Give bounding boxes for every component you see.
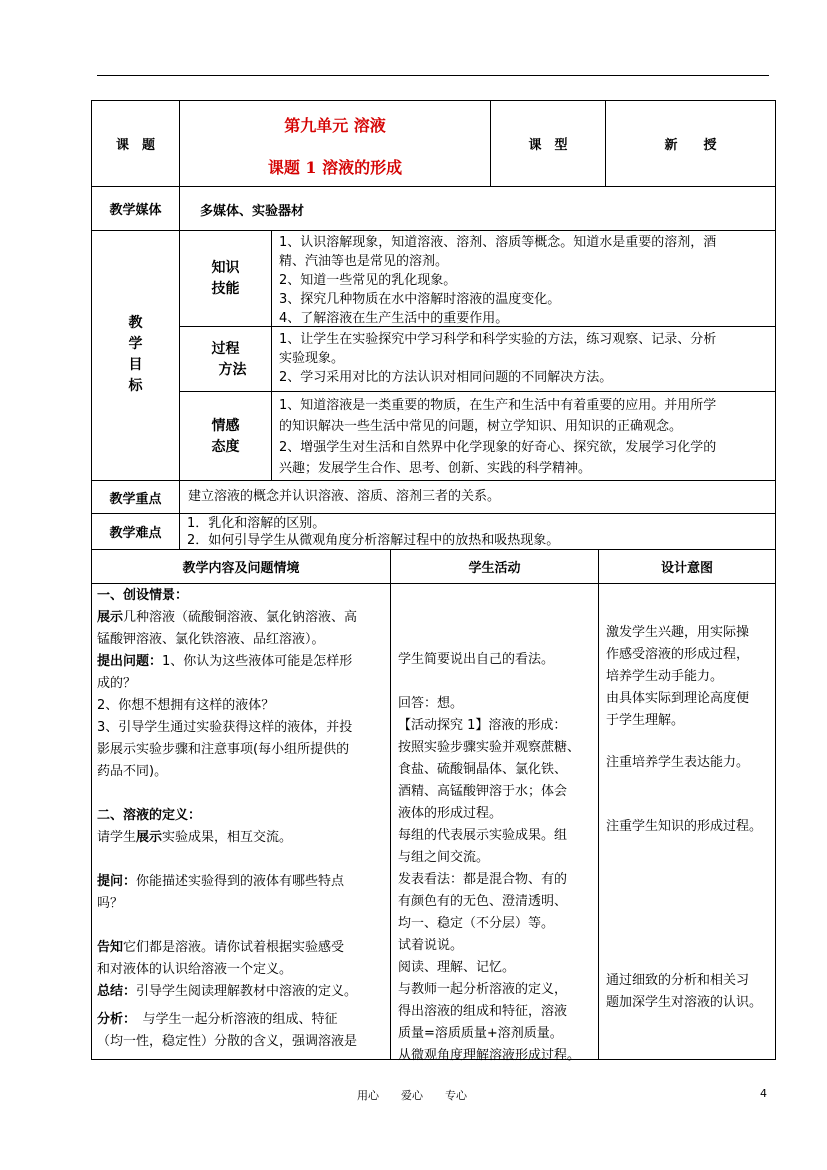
knowledge-line: 1、认识溶解现象，知道溶液、溶剂、溶质等概念。知道水是重要的溶剂，酒 (279, 235, 717, 250)
process-line: 1、让学生在实验探究中学习科学和科学实验的方法，练习观察、记录、分析 (279, 332, 717, 347)
process-label-cell (179, 326, 272, 392)
knowledge-line: 2、知道一些常见的乳化现象。 (279, 273, 457, 288)
objectives-label-cell (91, 230, 180, 481)
media-value: 多媒体、实验器材 (200, 204, 305, 219)
course-label: 课 题 (115, 138, 155, 153)
emotion-line: 1、知道溶液是一类重要的物质，在生产和生活中有着重要的应用。并用所学 (279, 398, 717, 413)
knowledge-line: 3、探究几种物质在水中溶解时溶液的温度变化。 (279, 292, 561, 307)
col-header-content: 教学内容及问题情境 (91, 549, 391, 584)
difficulty-line: 1．乳化和溶解的区别。 (187, 516, 326, 531)
emotion-line: 2、增强学生对生活和自然界中化学现象的好奇心、探究欲，发展学习化学的 (279, 440, 717, 455)
type-value: 新 授 (664, 138, 717, 153)
footer-motto: 用心 爱心 专心 (357, 1089, 467, 1102)
emotion-line: 的知识解决一些生活中常见的问题，树立学知识、用知识的正确观念。 (279, 419, 683, 434)
process-label-2: 方法 (204, 362, 247, 378)
course-label-cell (91, 100, 180, 187)
unit-title: 第九单元 溶液 (284, 116, 386, 135)
content-text: 一、创设情景： 展示几种溶液（硫酸铜溶液、氯化钠溶液、高 锰酸钾溶液、氯化铁溶液、品红溶液）。 提出问题：1、你认为这些液体可能是怎样形 成的？ 2、你想不想拥有这样的液体？ 3、引导学生通过实验获得这样的液体，并投 影展示实验步骤和注意事项(每小组所提供的 药品不同)。 二、溶液的定义： 请学生展示实验成果，相互交流。 提问：你能描述实验得到的液体有哪些特点 吗？ 告知它们都是溶液。请你试着根据实验感受 和对液体的认识给溶液一个定义。 总结：引导学生阅读理解教材中溶液的定义。 分析： 与学生一起分析溶液的组成、特征 （均一性，稳定性）分散的含义，强调溶液是 (97, 585, 389, 1053)
knowledge-label-cell (179, 230, 272, 327)
emotion-text-cell (271, 391, 776, 481)
knowledge-text-cell (271, 230, 776, 327)
intent-text: 激发学生兴趣，用实际操 作感受溶液的形成过程， 培养学生动手能力。 由具体实际到理论高度便 于学生理解。 注重培养学生表达能力。 注重学生知识的形成过程。 (606, 625, 763, 834)
objectives-label: 教 学 目 标 (128, 315, 143, 394)
lesson-title: 课题 1 溶液的形成 (267, 158, 403, 177)
key-point-value: 建立溶液的概念并认识溶液、溶质、溶剂三者的关系。 (188, 489, 501, 504)
difficulty-label: 教学难点 (109, 526, 162, 541)
difficulty-label-cell (91, 513, 180, 550)
emotion-label-cell (179, 391, 272, 481)
type-value-cell (605, 100, 776, 187)
lesson-title-cell (179, 100, 491, 187)
knowledge-label-2: 技能 (211, 281, 240, 297)
emotion-line: 兴趣；发展学生合作、思考、创新、实践的科学精神。 (279, 461, 592, 476)
section-heading: 一、创设情景： (97, 588, 189, 603)
process-text-cell (271, 326, 776, 392)
difficulty-cell (179, 513, 776, 550)
type-label-cell (490, 100, 606, 187)
process-line: 实验现象。 (279, 351, 345, 366)
key-point-label: 教学重点 (109, 491, 162, 507)
process-line: 2、学习采用对比的方法认识对相同问题的不同解决方法。 (279, 370, 613, 385)
key-point-label-cell (91, 480, 180, 514)
header-rule (97, 75, 769, 76)
knowledge-line: 4、了解溶液在生产生活中的重要作用。 (279, 311, 509, 326)
emotion-label-2: 态度 (211, 439, 240, 455)
col-header-intent: 设计意图 (598, 549, 776, 584)
intent-text-2: 通过细致的分析和相关习 题加深学生对溶液的认识。 (606, 973, 763, 1010)
type-label: 课 型 (528, 138, 568, 153)
page-number: 4 (760, 1087, 767, 1100)
difficulty-line: 2．如何引导学生从微观角度分析溶解过程中的放热和吸热现象。 (187, 533, 560, 548)
process-label-1: 过程 (211, 341, 240, 357)
key-point-cell (179, 480, 776, 514)
media-value-cell (179, 186, 776, 231)
emotion-label-1: 情感 (211, 418, 240, 434)
knowledge-line: 精、汽油等也是常见的溶剂。 (279, 254, 449, 269)
col-header-student: 学生活动 (390, 549, 599, 584)
media-label: 教学媒体 (109, 203, 162, 218)
knowledge-label-1: 知识 (211, 260, 240, 276)
media-label-cell (91, 186, 180, 231)
student-text: 学生简要说出自己的看法。 回答：想。 【活动探究 1】溶液的形成： 按照实验步骤实验并观察蔗糖、 食盐、硫酸铜晶体、氯化铁、 酒精、高锰酸钾溶于水；体会 液体的形成过程。 每组的代表展示实验成果。组 与组之间交流。 发表看法：都是混合物、有的 有颜色有的无色、澄清透明、 均一、稳定（不分层）等。 试着说说。 阅读、理解、记忆。 与教师一起分析溶液的定义， 得出溶液的组成和特征，溶液 质量=溶质质量+溶剂质量。 从微观角度理解溶液形成过程。 (398, 652, 581, 1063)
section-heading: 二、溶液的定义： (97, 808, 202, 823)
